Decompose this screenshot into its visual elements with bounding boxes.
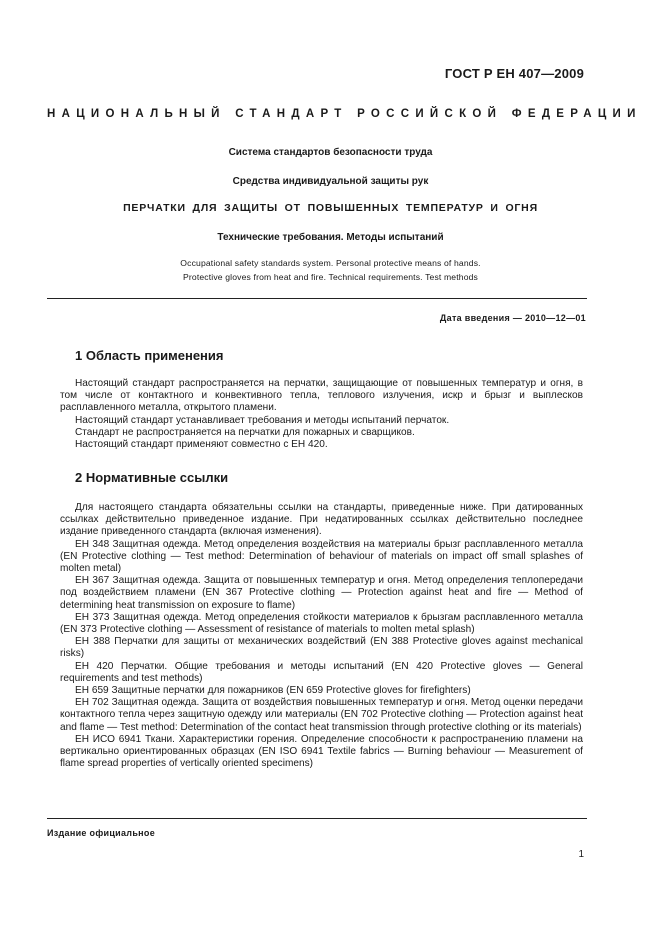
section-1-paragraph: Настоящий стандарт применяют совместно с ЕН 420. (75, 439, 328, 451)
standard-code: ГОСТ Р ЕН 407—2009 (444, 66, 584, 81)
reference-entry: ЕН ИСО 6941 Ткани. Характеристики горения. Определение способности к распространению пламени на вертикально ориентированных образцах (EN ISO 6941 Textile fabrics — Burning behaviour — Measurement of flame spread properties of vertically oriented specimens) (60, 733, 583, 770)
national-standard-heading: НАЦИОНАЛЬНЫЙ СТАНДАРТ РОССИЙСКОЙ ФЕДЕРАЦИИ (47, 108, 642, 120)
section-1-heading: 1 Область применения (75, 348, 224, 363)
system-title: Система стандартов безопасности труда (228, 147, 433, 158)
section-1-paragraph: Настоящий стандарт распространяется на перчатки, защищающие от повышенных температур и огня, в том числе от контактного и конвективного тепла, теплового излучения, искр и брызг и выплесков расплавленного металла, открытого пламени. (60, 378, 583, 414)
reference-entry: ЕН 702 Защитная одежда. Защита от воздействия повышенных температур и огня. Метод оценки передачи контактного тепла через защитную одежду или материалы (EN 702 Protective clothing — Protection against heat and flame — Test method: Determination of the contact heat transmission through protective clothing or its materials) (60, 697, 583, 733)
reference-entry: ЕН 420 Перчатки. Общие требования и методы испытаний (EN 420 Protective gloves — General requirements and test methods) (60, 660, 583, 684)
section-1-body (60, 378, 583, 451)
reference-entry: ЕН 659 Защитные перчатки для пожарников (EN 659 Protective gloves for firefighters) (75, 685, 471, 697)
document-title: ПЕРЧАТКИ ДЛЯ ЗАЩИТЫ ОТ ПОВЫШЕННЫХ ТЕМПЕРАТУР И ОГНЯ (123, 202, 538, 214)
document-subtitle: Средства индивидуальной защиты рук (232, 176, 429, 187)
english-title-line-1: Occupational safety standards system. Personal protective means of hands. (180, 258, 481, 268)
reference-entry: ЕН 388 Перчатки для защиты от механических воздействий (EN 388 Protective gloves against mechanical risks) (60, 636, 583, 660)
section-2-paragraph: Для настоящего стандарта обязательны ссылки на стандарты, приведенные ниже. При датированных ссылках действительно приведенное издание. При недатированных ссылках действительно последнее издание приведенного стандарта (включая изменения). (60, 502, 583, 538)
requirements-title: Технические требования. Методы испытаний (217, 232, 444, 243)
english-title (0, 257, 661, 284)
section-1-paragraph: Стандарт не распространяется на перчатки для пожарных и сварщиков. (75, 426, 415, 438)
reference-entry: ЕН 348 Защитная одежда. Метод определения воздействия на материалы брызг расплавленного металла (EN Protective clothing — Test method: Determination of behaviour of materials on impact off small splashes of molten metal) (60, 538, 583, 575)
reference-entry: ЕН 373 Защитная одежда. Метод определения стойкости материалов к брызгам расплавленного металла (EN 373 Protective clothing — Assessment of resistance of materials to molten metal splash) (60, 611, 583, 636)
page-number: 1 (578, 849, 584, 860)
reference-entry: ЕН 367 Защитная одежда. Защита от повышенных температур и огня. Метод определения теплопередачи под воздействием пламени (EN 367 Protective clothing — Protection against heat and fire — Method of determining heat transmission on exposure to flame) (60, 575, 583, 611)
section-1-paragraph: Настоящий стандарт устанавливает требования и методы испытаний перчаток. (75, 414, 450, 426)
section-2-heading: 2 Нормативные ссылки (75, 470, 229, 485)
divider (47, 298, 587, 299)
official-edition-label: Издание официальное (47, 828, 156, 838)
english-title-line-2: Protective gloves from heat and fire. Technical requirements. Test methods (183, 271, 478, 282)
section-2-body (60, 502, 583, 770)
footer-divider (47, 818, 587, 819)
introduction-date: Дата введения — 2010—12—01 (439, 313, 586, 323)
